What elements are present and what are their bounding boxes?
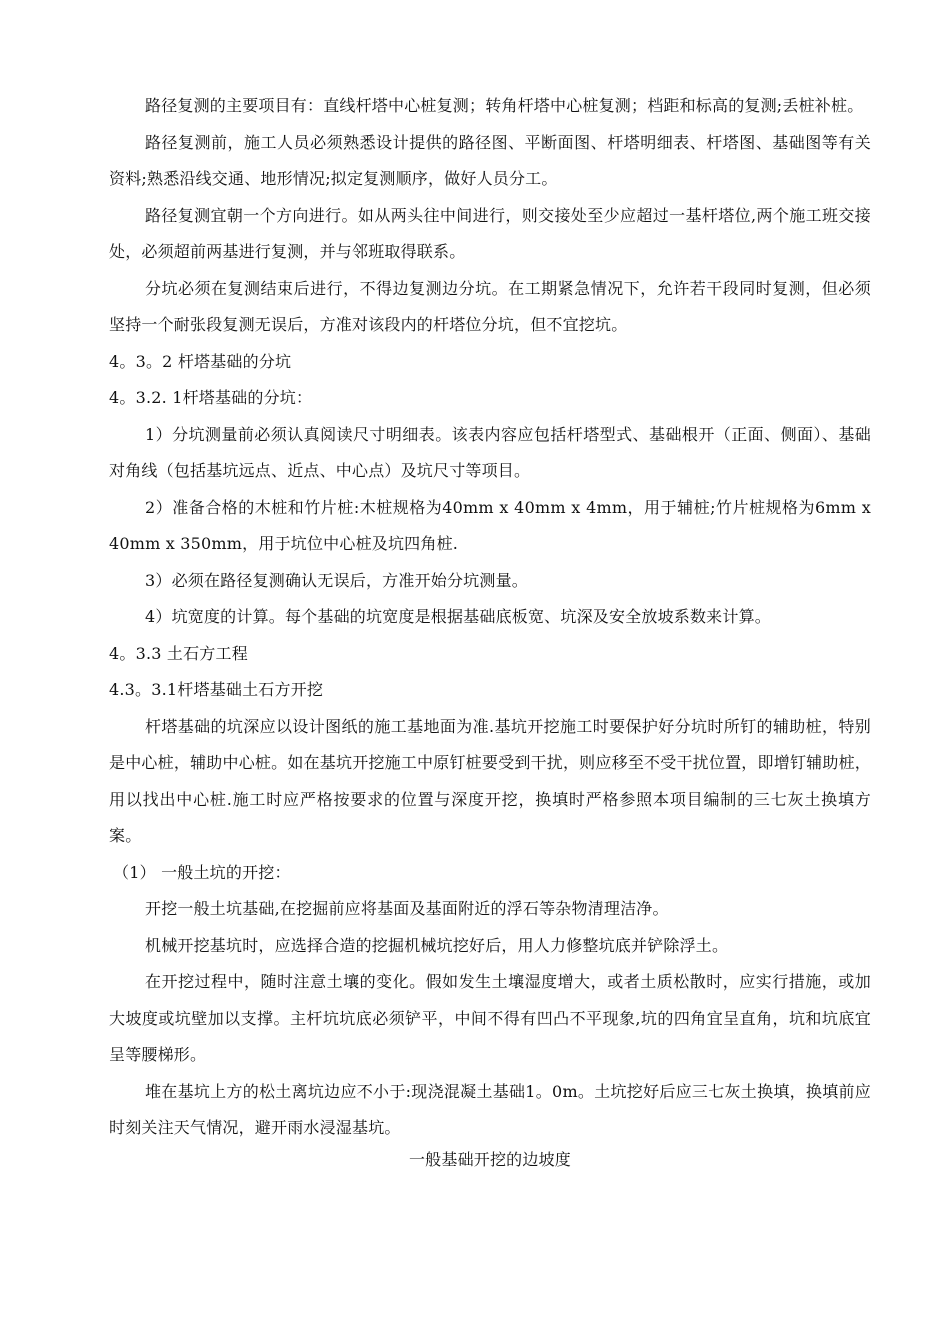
paragraph-soil-1: 开挖一般土坑基础,在挖掘前应将基面及基面附近的浮石等杂物清理洁净。 <box>145 899 669 918</box>
list-item-1: 1）分坑测量前必须认真阅读尺寸明细表。该表内容应包括杆塔型式、基础根开（正面、侧面）、基础对角线（包括基坑远点、近点、中心点）及坑尺寸等项目。 <box>109 424 871 480</box>
paragraph-survey-prep: 路径复测前，施工人员必须熟悉设计提供的路径图、平断面图、杆塔明细表、杆塔图、基础图等有关资料;熟悉沿线交通、地形情况;拟定复测顺序，做好人员分工。 <box>109 132 871 188</box>
paragraph-excavation: 杆塔基础的坑深应以设计图纸的施工基地面为准.基坑开挖施工时要保护好分坑时所钉的辅助桩，特别是中心桩，辅助中心桩。如在基坑开挖施工中原钉桩要受到干扰，则应移至不受干扰位置，即增钉辅助桩，用以找出中心桩.施工时应严格按要求的位置与深度开挖，换填时严格参照本项目编制的三七灰土换填方案。 <box>109 716 871 845</box>
paragraph-soil-4: 堆在基坑上方的松土离坑边应不小于:现浇混凝土基础1。0m。土坑挖好后应三七灰土换填，换填前应时刻关注天气情况，避开雨水浸湿基坑。 <box>109 1081 871 1137</box>
paragraph-survey-direction: 路径复测宜朝一个方向进行。如从两头往中间进行，则交接处至少应超过一基杆塔位,两个施工班交接处，必须超前两基进行复测，并与邻班取得联系。 <box>109 205 871 261</box>
paragraph-soil-2: 机械开挖基坑时，应选择合造的挖掘机械坑挖好后，用人力修整坑底并铲除浮土。 <box>145 935 729 955</box>
table-caption: 一般基础开挖的边坡度 <box>408 1149 571 1169</box>
list-item-4: 4）坑宽度的计算。每个基础的坑宽度是根据基础底板宽、坑深及安全放坡系数来计算。 <box>145 607 771 626</box>
section-heading-4-3-3: 4。3.3 土石方工程 <box>109 643 248 663</box>
list-item-3: 3）必须在路径复测确认无误后，方准开始分坑测量。 <box>145 570 528 590</box>
list-item-2: 2）准备合格的木桩和竹片桩:木桩规格为40mm x 40mm x 4mm，用于辅桩;竹片桩规格为6mm x 40mm x 350mm，用于坑位中心桩及坑四角桩. <box>109 497 871 553</box>
section-heading-4-3-3-1: 4.3。3.1杆塔基础土石方开挖 <box>109 680 324 699</box>
subheading-general-pit: （1） 一般土坑的开挖： <box>113 862 291 882</box>
section-heading-4-3-2: 4。3。2 杆塔基础的分坑 <box>109 351 292 371</box>
document-body <box>109 88 871 1173</box>
paragraph-soil-3: 在开挖过程中，随时注意土壤的变化。假如发生土壤湿度增大，或者土质松散时，应实行措施，或加大坡度或坑壁加以支撑。主杆坑坑底必须铲平，中间不得有凹凸不平现象,坑的四角宜呈直角，坑和坑底宜呈等腰梯形。 <box>109 972 871 1064</box>
section-heading-4-3-2-1: 4。3.2. 1杆塔基础的分坑： <box>109 388 313 407</box>
paragraph-survey-items: 路径复测的主要项目有：直线杆塔中心桩复测；转角杆塔中心桩复测；档距和标高的复测;丢桩补桩。 <box>145 96 864 115</box>
paragraph-pit-division-rule: 分坑必须在复测结束后进行，不得边复测边分坑。在工期紧急情况下，允许若干段同时复测，但必须坚持一个耐张段复测无误后，方准对该段内的杆塔位分坑，但不宜挖坑。 <box>109 278 871 334</box>
